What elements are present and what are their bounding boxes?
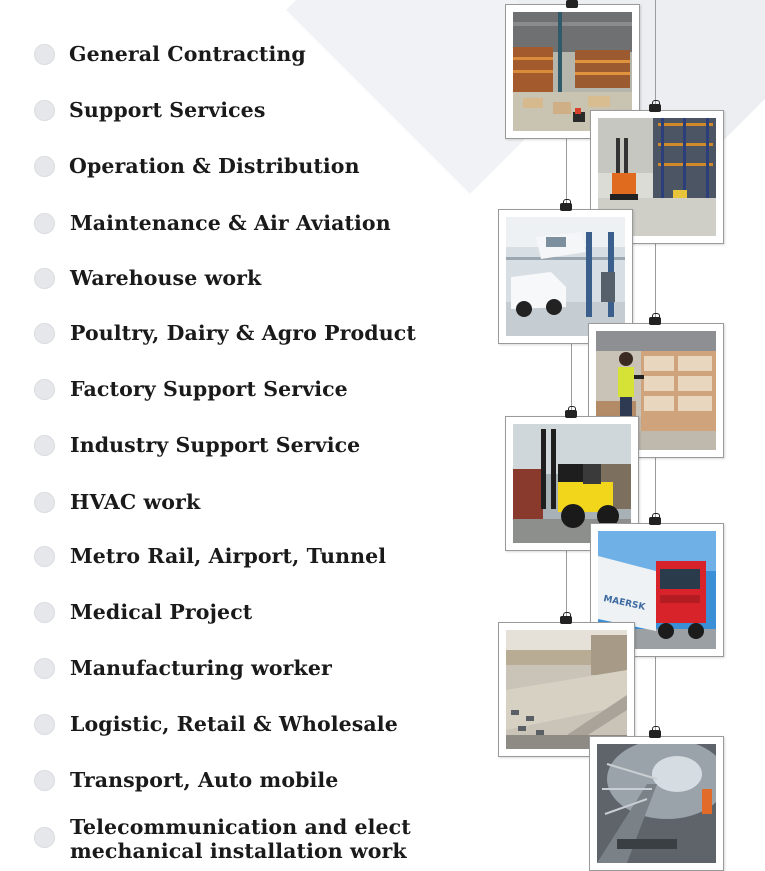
binder-clip-icon: [649, 104, 661, 112]
service-label: Support Services: [69, 98, 266, 122]
service-label: HVAC work: [70, 490, 201, 514]
service-label: Industry Support Service: [70, 433, 361, 457]
list-item: [34, 208, 391, 238]
bullet-icon: [34, 492, 55, 513]
bullet-icon: [34, 213, 55, 234]
list-item: [34, 95, 265, 125]
bullet-icon: [34, 156, 55, 177]
list-item: [34, 597, 252, 627]
service-label: Telecommunication and elect mechanical installation work: [70, 815, 411, 863]
bullet-icon: [34, 827, 55, 848]
service-label: Factory Support Service: [70, 377, 348, 401]
binder-clip-icon: [560, 203, 572, 211]
binder-clip-icon: [565, 410, 577, 418]
service-label: General Contracting: [69, 42, 306, 66]
bullet-icon: [34, 268, 55, 289]
service-label: Operation & Distribution: [69, 154, 360, 178]
list-item: [34, 151, 360, 181]
service-label: Warehouse work: [70, 266, 262, 290]
bullet-icon: [34, 379, 55, 400]
bullet-icon: [34, 546, 55, 567]
list-item: [34, 487, 200, 517]
bullet-icon: [34, 44, 55, 65]
bullet-icon: [34, 435, 55, 456]
list-item: [34, 653, 332, 683]
list-item: [34, 765, 338, 795]
binder-clip-icon: [649, 730, 661, 738]
list-item: [34, 263, 261, 293]
list-item: [34, 374, 348, 404]
service-label: Logistic, Retail & Wholesale: [70, 712, 398, 736]
binder-clip-icon: [649, 317, 661, 325]
hanging-string: [655, 656, 656, 736]
bullet-icon: [34, 770, 55, 791]
service-label: Poultry, Dairy & Agro Product: [70, 321, 416, 345]
svg-text:MAERSK: MAERSK: [602, 594, 646, 613]
binder-clip-icon: [566, 0, 578, 8]
bullet-icon: [34, 714, 55, 735]
bullet-icon: [34, 323, 55, 344]
list-item: [34, 541, 386, 571]
list-item: [34, 318, 416, 348]
list-item: [34, 39, 306, 69]
binder-clip-icon: [560, 616, 572, 624]
binder-clip-icon: [649, 517, 661, 525]
bullet-icon: [34, 658, 55, 679]
service-label: Medical Project: [70, 600, 253, 624]
bullet-icon: [34, 100, 55, 121]
list-item: [34, 430, 360, 460]
hanging-string: [655, 238, 656, 324]
service-label: Metro Rail, Airport, Tunnel: [70, 544, 387, 568]
bullet-icon: [34, 602, 55, 623]
service-label: Manufacturing worker: [70, 656, 332, 680]
service-label: Maintenance & Air Aviation: [70, 211, 391, 235]
hanging-string: [655, 0, 656, 110]
list-item: [34, 709, 398, 739]
service-label: Transport, Auto mobile: [70, 768, 339, 792]
list-item: [34, 815, 490, 863]
